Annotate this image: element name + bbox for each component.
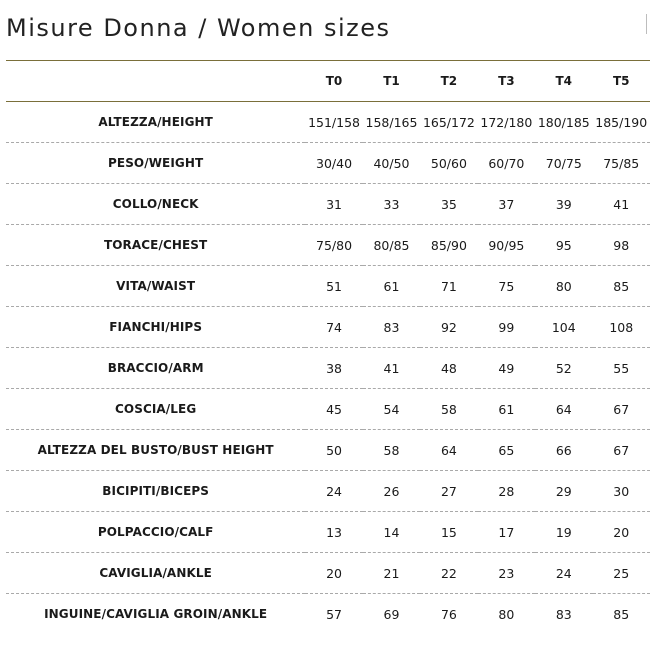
table-cell: 48 xyxy=(420,348,477,389)
table-row xyxy=(6,430,650,471)
table-cell: 13 xyxy=(305,512,362,553)
table-cell: 17 xyxy=(478,512,535,553)
table-cell: 41 xyxy=(363,348,420,389)
table-cell: 41 xyxy=(593,184,650,225)
table-cell: 31 xyxy=(305,184,362,225)
table-cell: 158/165 xyxy=(363,102,420,143)
table-cell: 45 xyxy=(305,389,362,430)
table-cell: 99 xyxy=(478,307,535,348)
table-cell: 20 xyxy=(593,512,650,553)
table-cell: 108 xyxy=(593,307,650,348)
table-cell: 33 xyxy=(363,184,420,225)
table-cell: 83 xyxy=(363,307,420,348)
table-cell: 23 xyxy=(478,553,535,594)
table-cell: 172/180 xyxy=(478,102,535,143)
table-row xyxy=(6,266,650,307)
table-cell: 52 xyxy=(535,348,592,389)
table-cell: 21 xyxy=(363,553,420,594)
table-cell: 49 xyxy=(478,348,535,389)
header-cell-t1: T1 xyxy=(363,61,420,102)
table-cell: 95 xyxy=(535,225,592,266)
table-cell: 61 xyxy=(363,266,420,307)
table-cell: 74 xyxy=(305,307,362,348)
table-cell: 98 xyxy=(593,225,650,266)
table-cell: 20 xyxy=(305,553,362,594)
table-cell: 92 xyxy=(420,307,477,348)
table-cell: 27 xyxy=(420,471,477,512)
table-cell: 58 xyxy=(420,389,477,430)
header-cell-t0: T0 xyxy=(305,61,362,102)
row-label: CAVIGLIA/ANKLE xyxy=(6,553,305,594)
table-cell: 65 xyxy=(478,430,535,471)
table-cell: 38 xyxy=(305,348,362,389)
table-cell: 60/70 xyxy=(478,143,535,184)
table-cell: 58 xyxy=(363,430,420,471)
table-row xyxy=(6,102,650,143)
table-cell: 28 xyxy=(478,471,535,512)
table-cell: 75/80 xyxy=(305,225,362,266)
table-cell: 40/50 xyxy=(363,143,420,184)
table-cell: 180/185 xyxy=(535,102,592,143)
table-cell: 55 xyxy=(593,348,650,389)
table-cell: 151/158 xyxy=(305,102,362,143)
row-label: COSCIA/LEG xyxy=(6,389,305,430)
table-cell: 70/75 xyxy=(535,143,592,184)
header-cell-t2: T2 xyxy=(420,61,477,102)
table-row xyxy=(6,307,650,348)
table-body xyxy=(6,102,650,635)
table-cell: 24 xyxy=(305,471,362,512)
table-cell: 14 xyxy=(363,512,420,553)
table-cell: 50 xyxy=(305,430,362,471)
table-cell: 67 xyxy=(593,389,650,430)
table-cell: 22 xyxy=(420,553,477,594)
row-label: BRACCIO/ARM xyxy=(6,348,305,389)
row-label: ALTEZZA/HEIGHT xyxy=(6,102,305,143)
table-cell: 37 xyxy=(478,184,535,225)
table-cell: 64 xyxy=(420,430,477,471)
table-cell: 69 xyxy=(383,606,400,622)
table-cell: 54 xyxy=(363,389,420,430)
row-label: POLPACCIO/CALF xyxy=(6,512,305,553)
header-cell-t4: T4 xyxy=(535,61,592,102)
table-cell: 26 xyxy=(363,471,420,512)
row-label: COLLO/NECK xyxy=(6,184,305,225)
table-row xyxy=(6,348,650,389)
table-cell: 67 xyxy=(593,430,650,471)
table-cell: 83 xyxy=(555,606,572,622)
table-cell: 15 xyxy=(420,512,477,553)
table-cell: 80/85 xyxy=(363,225,420,266)
header-cell-t3: T3 xyxy=(478,61,535,102)
table-row xyxy=(6,184,650,225)
table-cell: 85 xyxy=(613,606,630,622)
table-cell: 51 xyxy=(305,266,362,307)
table-cell: 85/90 xyxy=(420,225,477,266)
page-title: Misure Donna / Women sizes xyxy=(6,14,391,42)
table-row xyxy=(6,553,650,594)
row-label: FIANCHI/HIPS xyxy=(6,307,305,348)
table-cell: 165/172 xyxy=(420,102,477,143)
table-cell: 66 xyxy=(535,430,592,471)
table-cell: 71 xyxy=(420,266,477,307)
table-row xyxy=(6,594,650,635)
table-cell: 30 xyxy=(593,471,650,512)
table-cell: 50/60 xyxy=(420,143,477,184)
table-cell: 80 xyxy=(535,266,592,307)
table-cell: 75/85 xyxy=(593,143,650,184)
row-label: INGUINE/CAVIGLIA GROIN/ANKLE xyxy=(44,607,268,621)
table-cell: 19 xyxy=(535,512,592,553)
table-cell: 64 xyxy=(535,389,592,430)
row-label: TORACE/CHEST xyxy=(6,225,305,266)
table-row xyxy=(6,471,650,512)
table-cell: 24 xyxy=(535,553,592,594)
table-cell: 90/95 xyxy=(478,225,535,266)
row-label: PESO/WEIGHT xyxy=(6,143,305,184)
table-row xyxy=(6,389,650,430)
header-row xyxy=(6,61,650,102)
table-cell: 76 xyxy=(440,606,457,622)
size-table xyxy=(6,61,650,634)
table-row xyxy=(6,512,650,553)
table-row xyxy=(6,143,650,184)
table-cell: 61 xyxy=(478,389,535,430)
row-label: VITA/WAIST xyxy=(6,266,305,307)
row-label: BICIPITI/BICEPS xyxy=(6,471,305,512)
table-cell: 29 xyxy=(535,471,592,512)
table-cell: 35 xyxy=(420,184,477,225)
table-cell: 39 xyxy=(535,184,592,225)
table-cell: 30/40 xyxy=(305,143,362,184)
row-label: ALTEZZA DEL BUSTO/BUST HEIGHT xyxy=(6,430,305,471)
table-cell: 80 xyxy=(498,606,515,622)
divider xyxy=(646,14,647,34)
table-row xyxy=(6,225,650,266)
table-cell: 25 xyxy=(593,553,650,594)
table-cell: 185/190 xyxy=(593,102,650,143)
table-cell: 57 xyxy=(326,606,342,622)
header-cell-label xyxy=(6,61,305,102)
header-cell-t5: T5 xyxy=(593,61,650,102)
table-cell: 85 xyxy=(593,266,650,307)
table-cell: 104 xyxy=(535,307,592,348)
table-cell: 75 xyxy=(478,266,535,307)
